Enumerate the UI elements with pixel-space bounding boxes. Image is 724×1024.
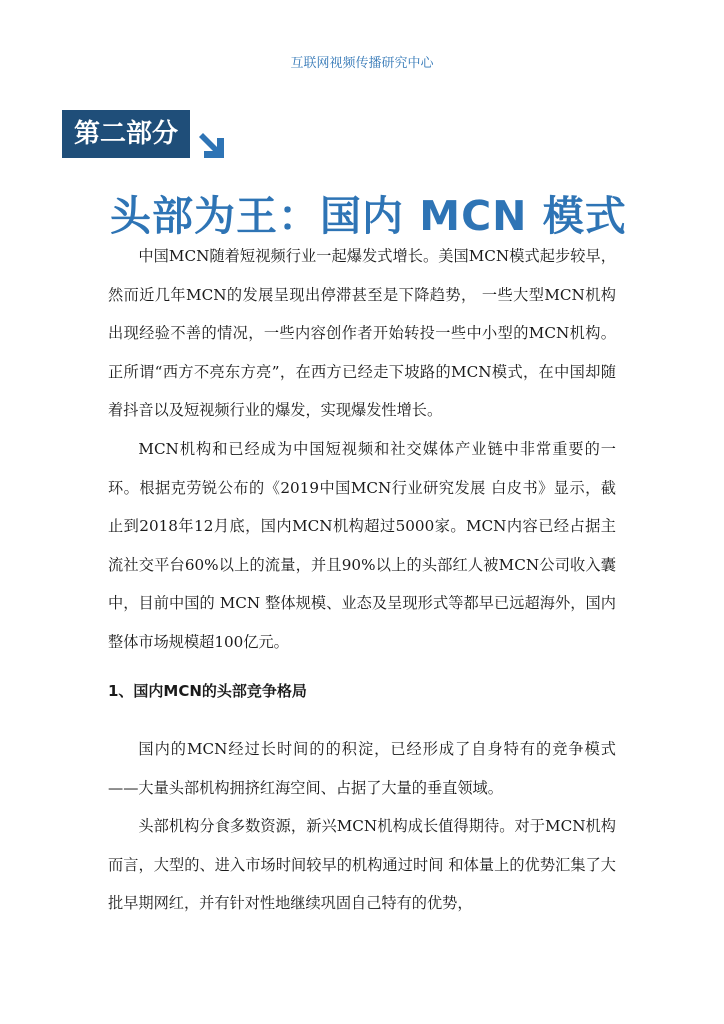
paragraph: 中国MCN随着短视频行业一起爆发式增长。美国MCN模式起步较早，然而近几年MCN的发展呈现出停滞甚至是下降趋势， 一些大型MCN机构出现经验不善的情况，一些内容创作者开始转投一些中小型的MCN机构。正所谓“西方不亮东方亮”，在西方已经走下坡路的MCN模式，在中国却随着抖音以及短视频行业的爆发，实现爆发性增长。 [108, 247, 616, 420]
section-title: 头部为王：国内 MCN 模式 [110, 192, 627, 240]
paragraph: 国内的MCN经过长时间的的积淀，已经形成了自身特有的竞争模式——大量头部机构拥挤红海空间、占据了大量的垂直领域。 [108, 740, 616, 797]
paragraph: 头部机构分食多数资源，新兴MCN机构成长值得期待。对于MCN机构而言，大型的、进入市场时间较早的机构通过时间 和体量上的优势汇集了大批早期网红，并有针对性地继续巩固自己特有的优势， [108, 817, 616, 913]
page-header: 互联网视频传播研究中心 [290, 56, 434, 71]
arrow-down-right-icon [197, 130, 229, 160]
paragraph: MCN机构和已经成为中国短视频和社交媒体产业链中非常重要的一环。根据克劳锐公布的《2019中国MCN行业研究发展 白皮书》显示，截止到2018年12月底，国内MCN机构超过5000家。MCN内容已经占据主流社交平台60%以上的流量，并且90%以上的头部红人被MCN公司收入囊中，目前中国的 MCN 整体规模、业态及呈现形式等都早已远超海外，国内整体市场规模超100亿元。 [108, 440, 616, 651]
section-tag: 第二部分 [62, 110, 190, 158]
subsection-heading: 1、国内MCN的头部竞争格局 [108, 682, 307, 700]
